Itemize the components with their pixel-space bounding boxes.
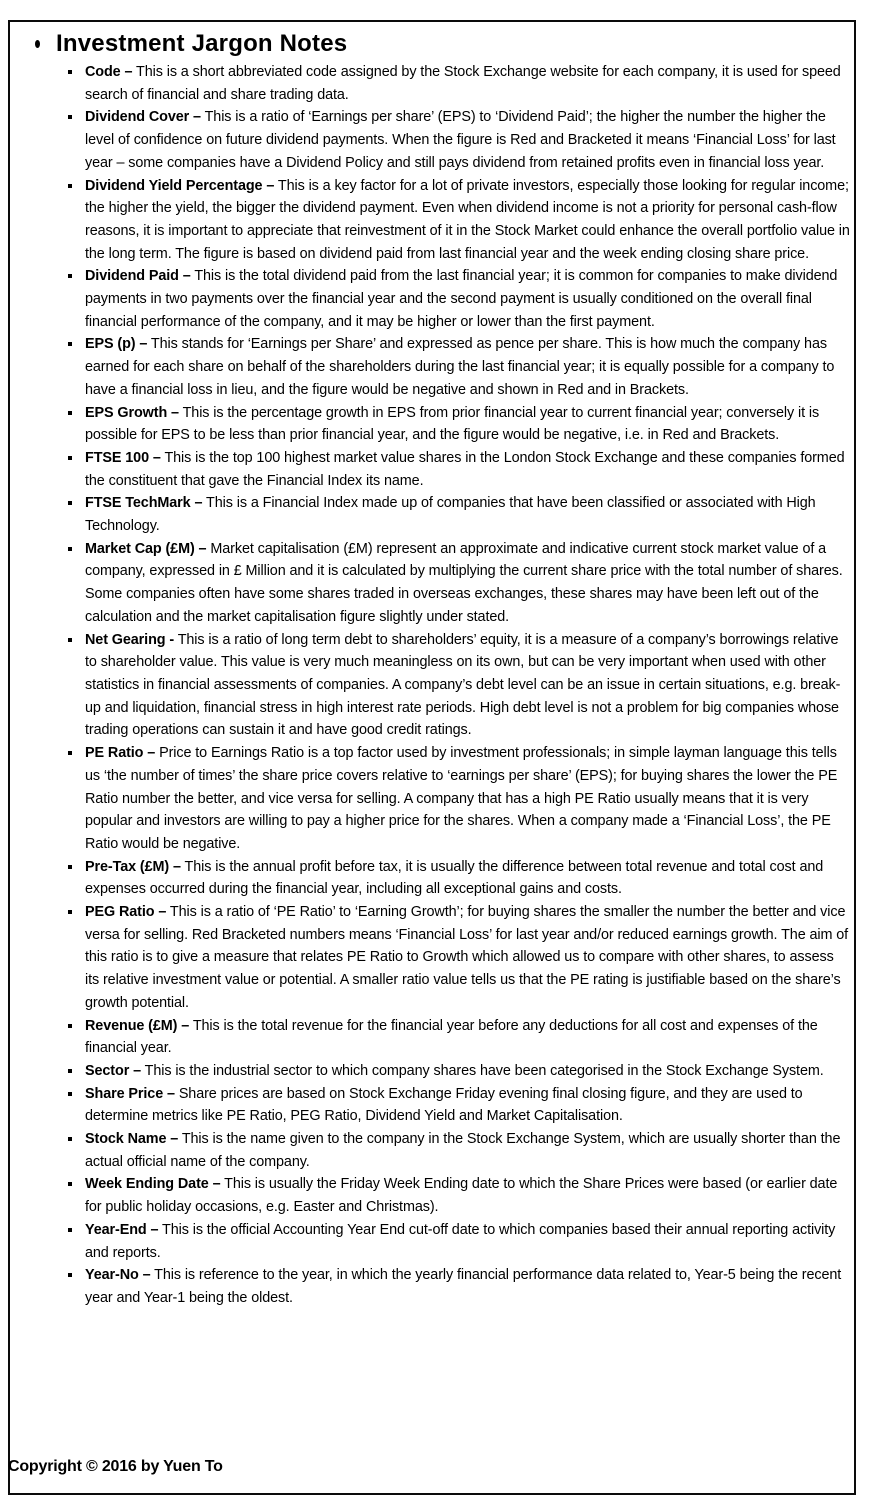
jargon-term-item [68,1015,850,1060]
square-bullet-icon [68,1273,72,1277]
term-definition: This is usually the Friday Week Ending date to which the Share Prices were based (or earlier date for public holiday occasions, e.g. Easter and Christmas). [85,1176,838,1216]
term-label: Pre-Tax (£M) – [85,858,181,875]
term-definition: This is the industrial sector to which company shares have been categorised in the Stock Exchange System. [144,1062,824,1079]
jargon-term-item [68,1060,850,1083]
term-definition: This is a Financial Index made up of companies that have been classified or associated with High Technology. [85,495,816,535]
term-definition: Share prices are based on Stock Exchange Friday evening final closing figure, and they are used to determine metrics like PE Ratio, PEG Ratio, Dividend Yield and Market Capitalisation. [85,1085,803,1125]
term-label: Dividend Yield Percentage – [85,177,275,194]
term-label: Dividend Cover – [85,109,201,126]
jargon-term-item [68,106,850,174]
square-bullet-icon [68,411,72,415]
term-definition: This stands for ‘Earnings per Share’ and expressed as pence per share. This is how much the company has earned for each share on behalf of the shareholders during the last financial year; it is equally possible for a company to have a financial loss in lieu, and the figure would be negative and shown in Red and in Brackets. [85,336,835,398]
jargon-term-item [68,333,850,401]
jargon-term-item [68,175,850,266]
jargon-term-item [68,1219,850,1264]
term-label: Stock Name – [85,1131,179,1148]
term-label: EPS (p) – [85,336,148,353]
square-bullet-icon [68,274,72,278]
jargon-term-item [68,447,850,492]
term-label: Code – [85,64,133,80]
term-label: FTSE 100 – [85,449,161,466]
title-bullet-icon [35,40,40,48]
term-label: Revenue (£M) – [85,1017,190,1034]
jargon-term-item [68,629,850,743]
term-label: Year-End – [85,1221,159,1238]
term-definition: This is the total revenue for the financial year before any deductions for all cost and expenses of the financial year. [85,1017,818,1057]
jargon-term-item [68,1128,850,1173]
term-definition: This is the total dividend paid from the last financial year; it is common for companies to make dividend payments in two payments over the financial year and the second payment is usually conditioned on the overall final financial performance of the company, and it may be higher or lower than the first payment. [85,268,838,330]
term-label: Year-No – [85,1267,151,1284]
square-bullet-icon [68,865,72,869]
term-label: PEG Ratio – [85,904,167,921]
jargon-term-item [68,265,850,333]
square-bullet-icon [68,501,72,505]
square-bullet-icon [68,638,72,642]
square-bullet-icon [68,184,72,188]
page-title: Investment Jargon Notes [56,30,348,57]
copyright-notice: Copyright © 2016 by Yuen To [8,1458,223,1475]
jargon-list [10,61,854,1310]
square-bullet-icon [68,547,72,551]
square-bullet-icon [68,342,72,346]
term-label: Week Ending Date – [85,1176,221,1193]
term-definition: This is a ratio of ‘PE Ratio’ to ‘Earning Growth’; for buying shares the smaller the number the better and vice versa for selling. Red Bracketed numbers means ‘Financial Loss’ for last year and/or reduced earnings growth. The aim of this ratio is to give a measure that relates PE Ratio to Growth which allowed us to compare with other shares, to assess its relative investment value or potential. A smaller ratio value tells us that the PE rating is justifiable based on the share’s growth potential. [85,904,849,1011]
square-bullet-icon [68,751,72,755]
term-definition: This is a key factor for a lot of private investors, especially those looking for regular income; the higher the yield, the bigger the dividend payment. Even when dividend income is not a priority for personal cash-flow reasons, it is important to appreciate that reinvestment of it in the Stock Market could enhance the overall portfolio value in the long term. The figure is based on dividend paid from last financial year and the week ending closing share price. [85,177,850,262]
term-definition: This is the name given to the company in the Stock Exchange System, which are usually shorter than the actual official name of the company. [85,1131,841,1170]
term-definition: Price to Earnings Ratio is a top factor used by investment professionals; in simple layman language this tells us ‘the number of times’ the share price covers relative to ‘earnings per share’ (EPS); for buying shares the lower the PE Ratio number the better, and vice versa for selling. A company that has a high PE Ratio usually means that it is very popular and investors are willing to pay a higher price for the shares. When a company made a ‘Financial Loss’, the PE Ratio would be negative. [85,745,838,852]
jargon-term-item [68,402,850,447]
title-row [10,29,854,59]
jargon-term-item [68,61,850,106]
jargon-term-item [68,901,850,1015]
term-label: FTSE TechMark – [85,495,203,512]
term-definition: This is reference to the year, in which the yearly financial performance data related to, Year-5 being the recent year and Year-1 being the oldest. [85,1267,842,1306]
square-bullet-icon [68,70,72,74]
term-label: Dividend Paid – [85,268,191,285]
jargon-term-item [68,1083,850,1128]
square-bullet-icon [68,1182,72,1186]
term-label: Market Cap (£M) – [85,540,207,557]
square-bullet-icon [68,1092,72,1096]
term-definition: Market capitalisation (£M) represent an approximate and indicative current stock market value of a company, expressed in £ Million and it is calculated by multiplying the current share price with the total number of shares. Some companies often have some shares traded in overseas exchanges, these shares may have been left out of the calculation and the market capitalisation figure slightly under stated. [85,540,843,625]
term-label: PE Ratio – [85,745,156,762]
square-bullet-icon [68,910,72,914]
jargon-term-item [68,742,850,856]
term-definition: This is the top 100 highest market value shares in the London Stock Exchange and these companies formed the constituent that gave the Financial Index its name. [85,449,845,489]
jargon-term-item [68,1173,850,1218]
term-definition: This is a ratio of ‘Earnings per share’ (EPS) to ‘Dividend Paid’; the higher the number the higher the level of confidence on future dividend payments. When the figure is Red and Bracketed it means ‘Financial Loss’ for last year – some companies have a Dividend Policy and still pays dividend from retained profits even in financial loss year. [85,109,836,171]
term-label: Net Gearing - [85,631,175,648]
term-definition: This is the annual profit before tax, it is usually the difference between total revenue and total cost and expenses occurred during the financial year, including all exceptional gains and costs. [85,858,824,898]
term-definition: This is the official Accounting Year End cut-off date to which companies based their annual reporting activity and reports. [85,1221,836,1261]
notes-sheet [8,20,856,1495]
term-label: Share Price – [85,1085,175,1102]
jargon-term-item [68,538,850,629]
term-definition: This is a ratio of long term debt to shareholders’ equity, it is a measure of a company’s borrowings relative to shareholder value. This value is very much meaningless on its own, but can be very important when used with other statistics in financial assessments of companies. A company’s debt level can be an issue in certain situations, e.g. break-up and liquidation, financial stress in high interest rate periods. High debt level is not a problem for big companies whose trading operations can sustain it and have good credit ratings. [85,631,841,739]
jargon-term-item [68,856,850,901]
square-bullet-icon [68,1024,72,1028]
square-bullet-icon [68,115,72,119]
square-bullet-icon [68,1228,72,1232]
jargon-term-item [68,1264,850,1309]
square-bullet-icon [68,456,72,460]
square-bullet-icon [68,1137,72,1141]
term-label: EPS Growth – [85,404,179,421]
square-bullet-icon [68,1069,72,1073]
jargon-term-item [68,492,850,537]
term-definition: This is the percentage growth in EPS from prior financial year to current financial year; conversely it is possible for EPS to be less than prior financial year, and the figure would be negative, i.e. in Red and Brackets. [85,404,820,444]
term-definition: This is a short abbreviated code assigned by the Stock Exchange website for each company, it is used for speed search of financial and share trading data. [85,64,841,103]
term-label: Sector – [85,1062,141,1079]
